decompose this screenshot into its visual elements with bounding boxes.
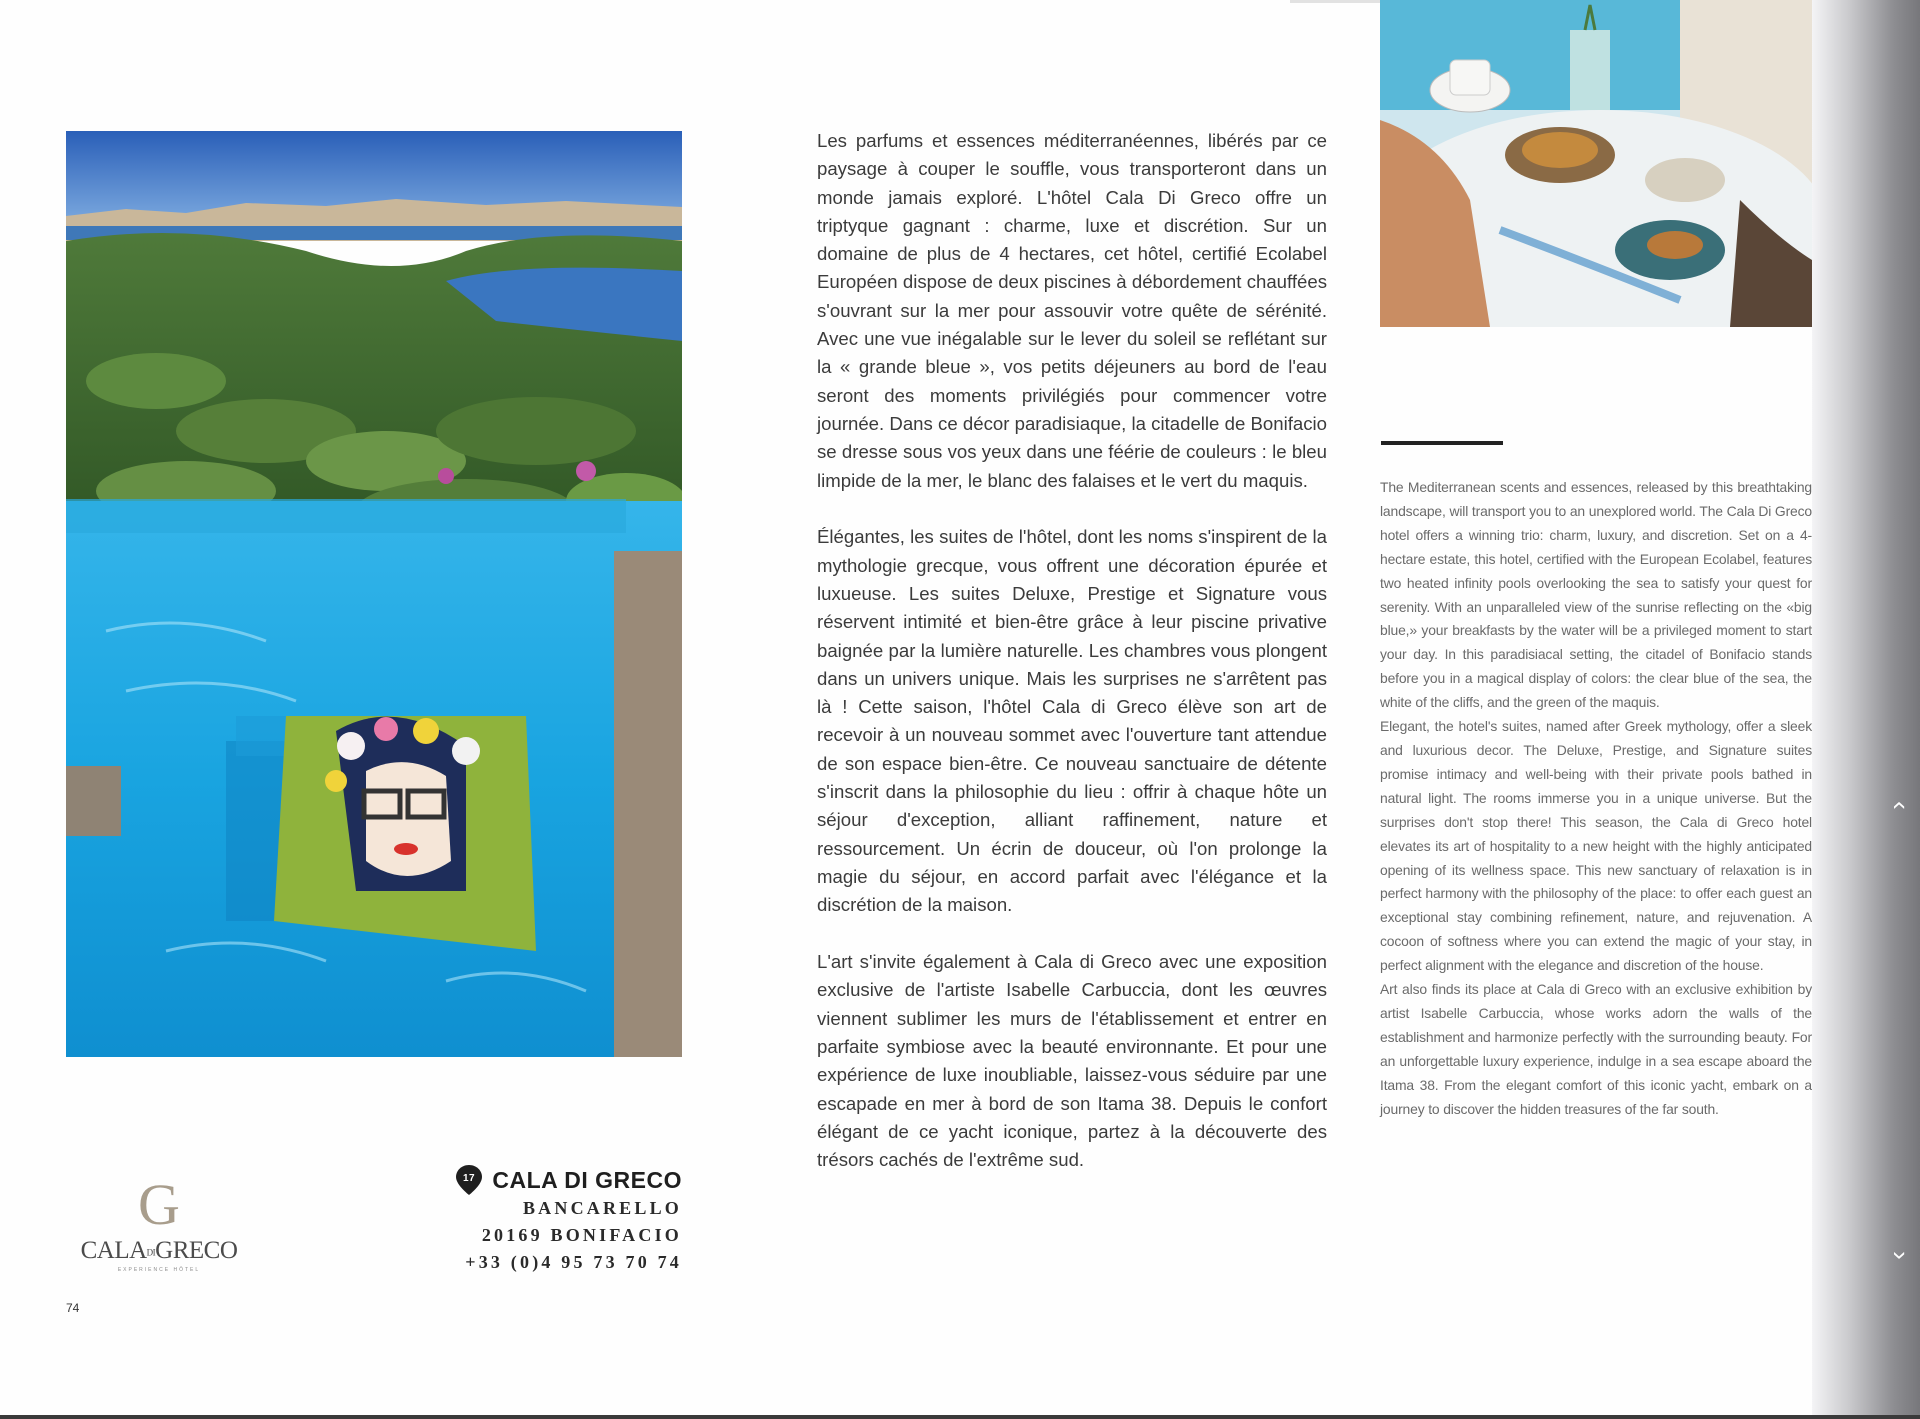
french-paragraph-3: L'art s'invite également à Cala di Greco avec une exposition exclusive de l'artiste Isabelle Carbuccia, dont les œuvres viennent sublimer les murs de l'établissement et entrer en parfaite symbiose avec la beauté environnante. Et pour une expérience de luxe inoubliable, laissez-vous séduire par une escapade en mer à bord de son Itama 38. Depuis le confort élégant de ce yacht iconique, partez à la découverte des trésors cachés de l'extrême sud. (817, 951, 1327, 1171)
english-article (1380, 476, 1812, 1121)
logo-wordmark (64, 1237, 254, 1265)
chevron-up-icon: ‹ (1885, 801, 1916, 810)
address-name-row (456, 1165, 682, 1195)
address-street: BANCARELLO (522, 1198, 682, 1218)
breakfast-photo (1380, 0, 1812, 327)
page-edge-shadow (1812, 0, 1920, 1419)
map-pin-icon (456, 1165, 482, 1195)
top-divider (1290, 0, 1380, 3)
section-divider (1381, 441, 1503, 445)
logo-tagline: EXPERIENCE HÔTEL (117, 1267, 201, 1273)
address-city: 20169 BONIFACIO (481, 1225, 682, 1245)
pool-landscape-photo (66, 131, 682, 1057)
address-phone: +33 (0)4 95 73 70 74 (465, 1252, 682, 1272)
page-number: 74 (66, 1301, 80, 1315)
bottom-border (0, 1415, 1920, 1419)
pin-number: 17 (463, 1173, 476, 1184)
breakfast-illustration (1380, 0, 1812, 327)
logo-word-left: CALA (80, 1237, 147, 1264)
french-paragraph-2: Élégantes, les suites de l'hôtel, dont les noms s'inspirent de la mythologie grecque, vous offrent une décoration épurée et luxueuse. Les suites Deluxe, Prestige et Signature vous réservent intimité et bien-être grâce à leur piscine privative baignée par la lumière naturelle. Les chambres vous plongent dans un univers unique. Mais les surprises ne s'arrêtent pas là ! Cette saison, l'hôtel Cala di Greco élève son art de recevoir à un nouveau sommet avec l'ouverture tant attendue de son espace bien-être. Ce nouveau sanctuaire de détente s'inscrit dans la philosophie du lieu : offrir à chaque hôte un séjour d'exception, alliant raffinement, nature et ressourcement. Un écrin de douceur, où l'on prolonge la magie du séjour, en accord parfait avec l'élégance et la discrétion de la maison. (817, 526, 1327, 916)
chevron-down-icon: › (1885, 1251, 1916, 1260)
french-article (817, 127, 1327, 1203)
painted-portrait-tile (274, 716, 536, 951)
english-paragraph-1: The Mediterranean scents and essences, released by this breathtaking landscape, will transport you to an unexplored world. The Cala Di Greco hotel offers a winning trio: charm, luxury, and discretion. Set on a 4-hectare estate, this hotel, certified with the European Ecolabel, features two heated infinity pools overlooking the sea to satisfy your quest for serenity. With an unparalleled view of the sunrise reflecting on the «big blue,» your breakfasts by the water will be a privileged moment to start your day. In this paradisiacal setting, the citadel of Bonifacio stands before you in a magical display of colors: the clear blue of the sea, the white of the cliffs, and the green of the maquis. (1380, 479, 1812, 711)
english-paragraph-2: Elegant, the hotel's suites, named after Greek mythology, offer a sleek and luxurious decor. The Deluxe, Prestige, and Signature suites promise intimacy and well-being with their private pools bathed in natural light. The rooms immerse you in a unique universe. But the surprises don't stop there! This season, the Cala di Greco hotel elevates its art of hospitality to a new height with the highly anticipated opening of its wellness space. This new sanctuary of relaxation is in perfect harmony with the philosophy of the place: to offer each guest an exceptional stay combining refinement, nature, and rejuvenation. A cocoon of softness where you can extend the magic of your stay, in perfect alignment with the elegance and discretion of the house. (1380, 718, 1812, 974)
logo-monogram: G (138, 1172, 180, 1237)
hotel-address (456, 1165, 682, 1276)
english-paragraph-3: Art also finds its place at Cala di Greco with an exclusive exhibition by artist Isabelle Carbuccia, whose works adorn the walls of the establishment and harmonize perfectly with the surrounding beauty. For an unforgettable luxury experience, indulge in a sea escape aboard the Itama 38. From the elegant comfort of this iconic yacht, embark on a journey to discover the hidden treasures of the far south. (1380, 981, 1812, 1117)
hotel-logo (64, 1172, 254, 1285)
french-paragraph-1: Les parfums et essences méditerranéennes, libérés par ce paysage à couper le souffle, vous transporteront dans un monde jamais exploré. L'hôtel Cala Di Greco offre un triptyque gagnant : charme, luxe et discrétion. Sur un domaine de plus de 4 hectares, cet hôtel, certifié Ecolabel Européen dispose de deux piscines à débordement chauffées s'ouvrant sur la mer pour assouvir votre quête de sérénité. Avec une vue inégalable sur le lever du soleil se reflétant sur la « grande bleue », vos petits déjeuners au bord de l'eau seront des moments privilégiés pour commencer votre journée. Dans ce décor paradisiaque, la citadelle de Bonifacio se dresse sous vos yeux dans une féérie de couleurs : le bleu limpide de la mer, le blanc des falaises et le vert du maquis. (817, 130, 1327, 491)
logo-word-mid: DI (146, 1247, 156, 1258)
logo-word-right: GRECO (155, 1237, 238, 1264)
pool-landscape-illustration (66, 131, 682, 1057)
hotel-name: CALA DI GRECO (492, 1166, 682, 1193)
